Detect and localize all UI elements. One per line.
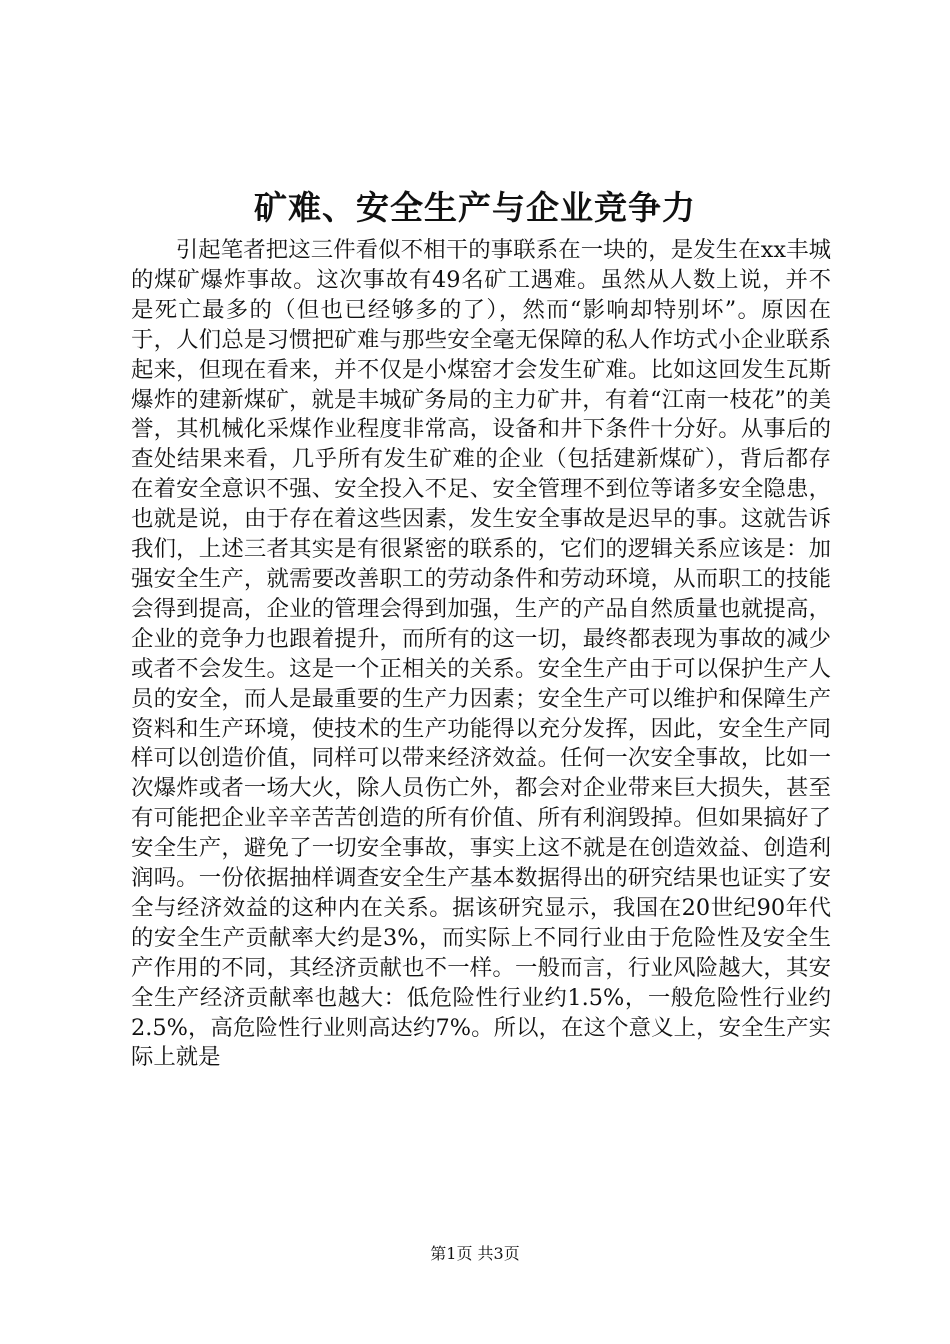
page-footer: 第1页 共3页 — [430, 1244, 520, 1263]
document-title: 矿难、安全生产与企业竞争力 — [254, 188, 696, 227]
body-paragraph: 引起笔者把这三件看似不相干的事联系在一块的，是发生在xx丰城的煤矿爆炸事故。这次事故有49名矿工遇难。虽然从人数上说，并不是死亡最多的（但也已经够多的了），然而“影响却特别坏”。原因在于，人们总是习惯把矿难与那些安全毫无保障的私人作坊式小企业联系起来，但现在看来，并不仅是小煤窑才会发生矿难。比如这回发生瓦斯爆炸的建新煤矿，就是丰城矿务局的主力矿井，有着“江南一枝花”的美誉，其机械化采煤作业程度非常高，设备和井下条件十分好。从事后的查处结果来看，几乎所有发生矿难的企业（包括建新煤矿），背后都存在着安全意识不强、安全投入不足、安全管理不到位等诸多安全隐患，也就是说，由于存在着这些因素，发生安全事故是迟早的事。这就告诉我们，上述三者其实是有很紧密的联系的，它们的逻辑关系应该是：加强安全生产，就需要改善职工的劳动条件和劳动环境，从而职工的技能会得到提高，企业的管理会得到加强，生产的产品自然质量也就提高，企业的竞争力也跟着提升，而所有的这一切，最终都表现为事故的减少或者不会发生。这是一个正相关的关系。安全生产由于可以保护生产人员的安全，而人是最重要的生产力因素；安全生产可以维护和保障生产资料和生产环境，使技术的生产功能得以充分发挥，因此，安全生产同样可以创造价值，同样可以带来经济效益。任何一次安全事故，比如一次爆炸或者一场大火，除人员伤亡外，都会对企业带来巨大损失，甚至有可能把企业辛辛苦苦创造的所有价值、所有利润毁掉。但如果搞好了安全生产，避免了一切安全事故，事实上这不就是在创造效益、创造利润吗。一份依据抽样调查安全生产基本数据得出的研究结果也证实了安全与经济效益的这种内在关系。据该研究显示，我国在20世纪90年代的安全生产贡献率大约是3%，而实际上不同行业由于危险性及安全生产作用的不同，其经济贡献也不一样。一般而言，行业风险越大，其安全生产经济贡献率也越大：低危险性行业约1.5%，一般危险性行业约2.5%，高危险性行业则高达约7%。所以，在这个意义上，安全生产实际上就是 — [131, 237, 831, 1071]
